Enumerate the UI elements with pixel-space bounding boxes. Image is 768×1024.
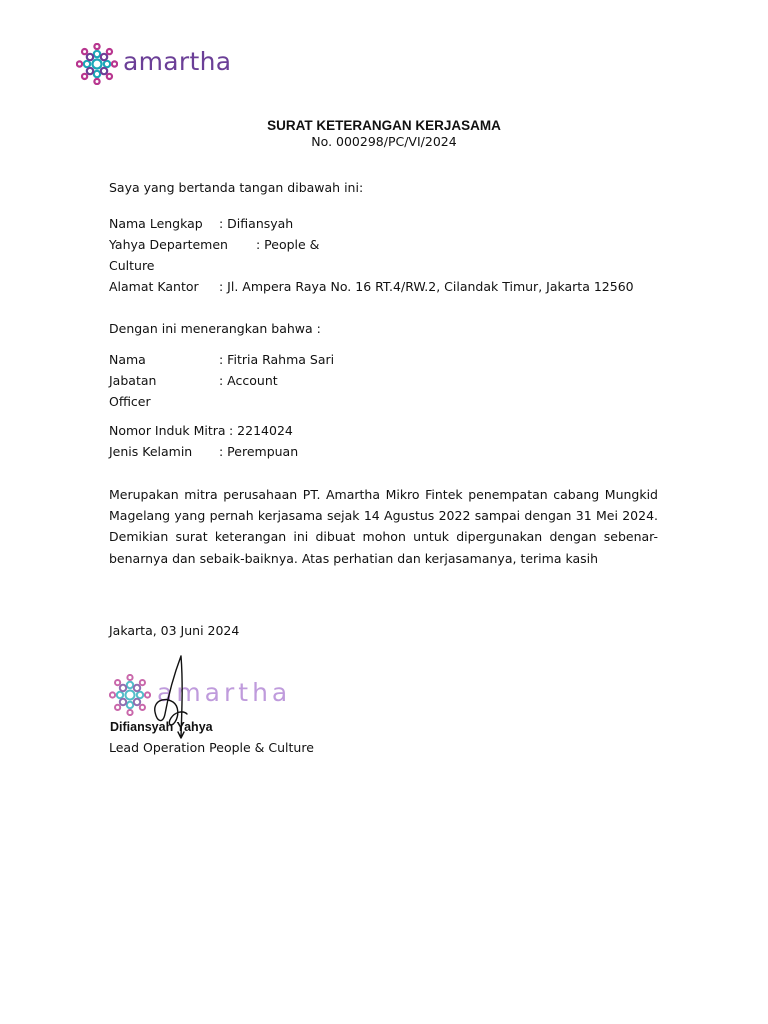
place-date: Jakarta, 03 Juni 2024 [109,623,240,638]
stamp-brand: amartha [157,678,292,707]
letter-number: No. 000298/PC/VI/2024 [311,134,457,149]
signer-dept-value: : People & [256,237,320,252]
subject-gender-label: Jenis Kelamin [109,444,193,459]
signer-dept-continued: Culture [109,258,155,273]
subject-position-label: Jabatan [109,373,157,388]
signer-dept-label: Yahya Departemen [109,237,228,252]
signer-name-value: : Difiansyah [219,216,294,231]
header-logo [76,43,246,85]
subject-name-value: : Fitria Rahma Sari [219,352,335,367]
subject-position-continued: Officer [109,394,151,409]
subject-id-label: Nomor Induk Mitra [109,423,226,438]
subject-id-value: : 2214024 [229,423,293,438]
subject-position-value: : Account [219,373,278,388]
statement-text: Dengan ini menerangkan bahwa : [109,321,321,336]
intro-text: Saya yang bertanda tangan dibawah ini: [109,180,364,195]
signer-address-value: : Jl. Ampera Raya No. 16 RT.4/RW.2, Cilandak Timur, Jakarta 12560 [219,279,634,294]
subject-name-label: Nama [109,352,146,367]
letter-title: SURAT KETERANGAN KERJASAMA [267,118,501,133]
signature-name: Difiansyah Yahya [110,720,213,734]
signature-role: Lead Operation People & Culture [109,740,314,755]
signer-address-label: Alamat Kantor [109,279,199,294]
signer-name-label: Nama Lengkap [109,216,203,231]
brand-name: amartha [123,47,232,76]
amartha-logo-icon [76,43,118,85]
body-paragraph: Merupakan mitra perusahaan PT. Amartha Mikro Fintek penempatan cabang Mungkid Magelang yang pernah kerjasama sejak 14 Agustus 2022 sampai dengan 31 Mei 2024. Demikian surat keterangan ini dibuat mohon untuk dipergunakan dengan sebenar-benarnya dan sebaik-baiknya. Atas perhatian dan kerjasamanya, terima kasih [109,487,658,566]
subject-gender-value: : Perempuan [219,444,299,459]
